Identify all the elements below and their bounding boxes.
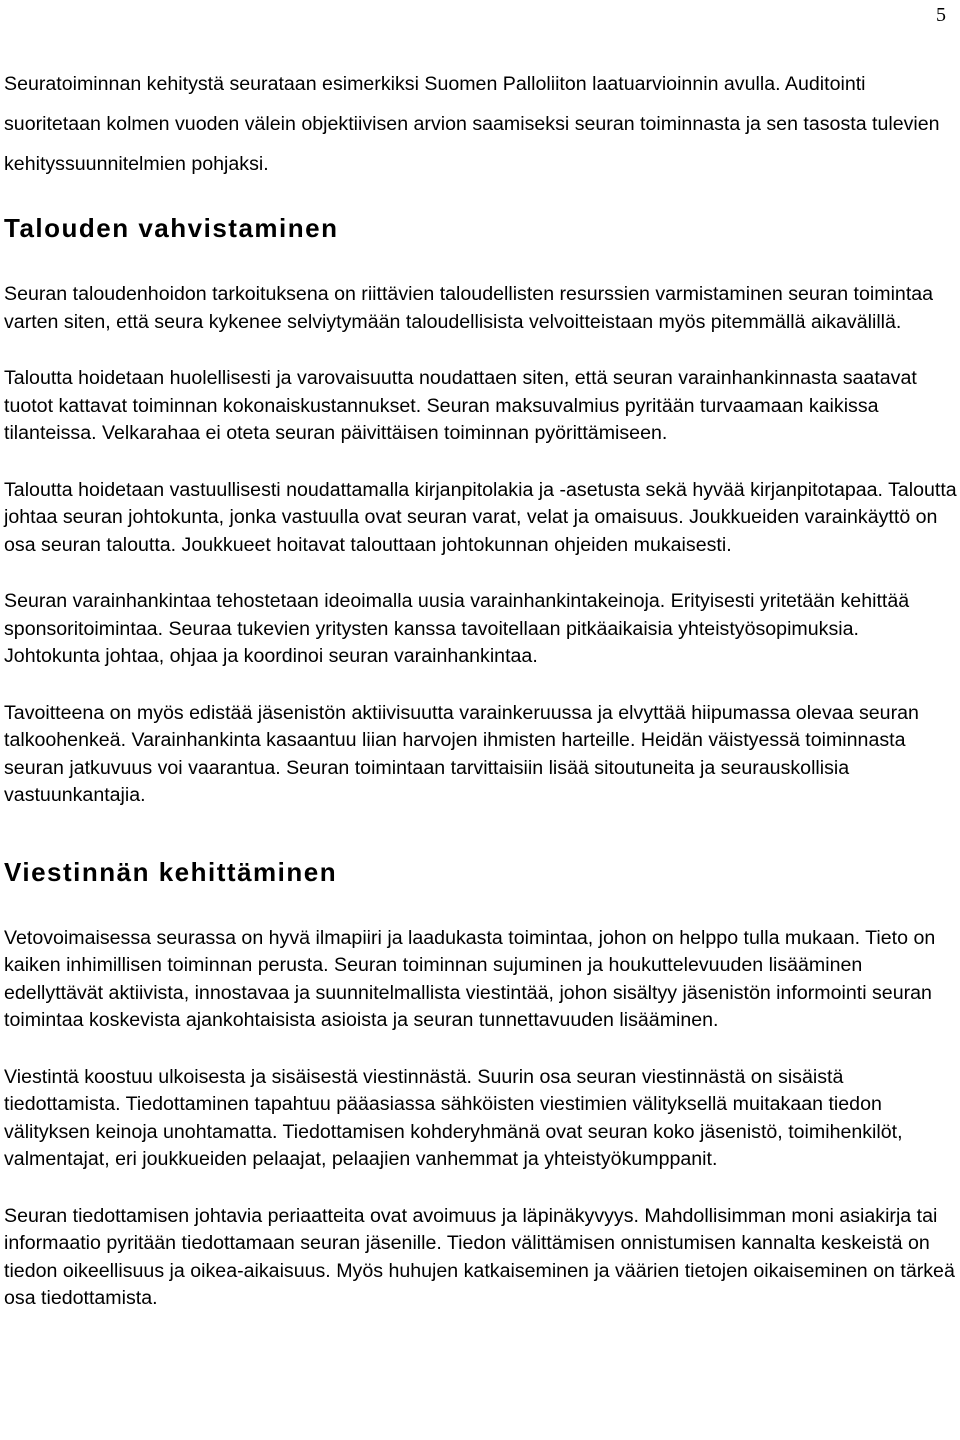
intro-block <box>4 64 958 184</box>
page-content <box>4 64 958 1313</box>
page-number: 5 <box>936 4 946 26</box>
section-talouden-vahvistaminen <box>4 212 958 810</box>
section-heading: Talouden vahvistaminen <box>4 213 339 243</box>
paragraph: Taloutta hoidetaan huolellisesti ja varovaisuutta noudattaen siten, että seuran varainhankinnasta saatavat tuotot kattavat toiminnan kokonaiskustannukset. Seuran maksuvalmius pyritään turvaamaan kaikissa tilanteissa. Velkarahaa ei oteta seuran päivittäisen toiminnan pyörittämiseen. <box>4 367 917 444</box>
intro-paragraph: Seuratoiminnan kehitystä seurataan esimerkiksi Suomen Palloliiton laatuarvioinnin avulla. Auditointi suoritetaan kolmen vuoden välein objektiivisen arvion saamiseksi seuran toiminnasta ja sen tasosta tulevien kehityssuunnitelmien pohjaksi. <box>4 73 940 175</box>
paragraph: Tavoitteena on myös edistää jäsenistön aktiivisuutta varainkeruussa ja elvyttää hiipumassa olevaa seuran talkoohenkeä. Varainhankinta kasaantuu liian harvojen ihmisten harteille. Heidän väistyessä toiminnasta seuran jatkuvuus voi vaarantua. Seuran toimintaan tarvittaisiin lisää sitoutuneita ja seurauskollisia vastuunkantajia. <box>4 701 919 806</box>
paragraph: Viestintä koostuu ulkoisesta ja sisäisestä viestinnästä. Suurin osa seuran viestinnästä on sisäistä tiedottamista. Tiedottaminen tapahtuu pääasiassa sähköisten viestimien välityksellä muitakaan tiedon välityksen keinoja unohtamatta. Tiedottamisen kohderyhmänä ovat seuran koko jäsenistö, toimihenkilöt, valmentajat, eri joukkueiden pelaajat, pelaajien vanhemmat ja yhteistyökumppanit. <box>4 1065 903 1170</box>
paragraph: Seuran taloudenhoidon tarkoituksena on riittävien taloudellisten resurssien varmistaminen seuran toimintaa varten siten, että seura kykenee selviytymään taloudellisista velvoitteistaan myös pitemmällä aikavälillä. <box>4 283 934 333</box>
paragraph: Vetovoimaisessa seurassa on hyvä ilmapiiri ja laadukasta toimintaa, johon on helppo tulla mukaan. Tieto on kaiken inhimillisen toiminnan perusta. Seuran toiminnan sujuminen ja houkuttelevuuden lisääminen edellyttävät aktiivista, innostavaa ja suunnitelmallista viestintää, johon sisältyy jäsenistön informointi seuran toimintaa koskevista ajankohtaisista asioista ja seuran tunnettavuuden lisääminen. <box>4 926 936 1031</box>
paragraph: Seuran varainhankintaa tehostetaan ideoimalla uusia varainhankintakeinoja. Erityisesti yritetään kehittää sponsoritoimintaa. Seuraa tukevien yritysten kanssa tavoitellaan pitkäaikaisia yhteistyösopimuksia. Johtokunta johtaa, ohjaa ja koordinoi seuran varainhankintaa. <box>4 590 910 667</box>
section-viestinnan-kehittaminen <box>4 856 958 1313</box>
paragraph: Taloutta hoidetaan vastuullisesti noudattamalla kirjanpitolakia ja -asetusta sekä hyvää kirjanpitotapaa. Taloutta johtaa seuran johtokunta, jonka vastuulla ovat seuran varat, velat ja omaisuus. Joukkueiden varainkäyttö on osa seuran taloutta. Joukkueet hoitavat talouttaan johtokunnan ohjeiden mukaisesti. <box>4 478 957 556</box>
paragraph: Seuran tiedottamisen johtavia periaatteita ovat avoimuus ja läpinäkyvyys. Mahdollisimman moni asiakirja tai informaatio pyritään tiedottamaan seuran jäsenille. Tiedon välittämisen onnistumisen kannalta keskeistä on tiedon oikeellisuus ja oikea-aikaisuus. Myös huhujen katkaiseminen ja väärien tietojen oikaiseminen on tärkeä osa tiedottamista. <box>4 1204 955 1309</box>
section-heading: Viestinnän kehittäminen <box>4 856 338 887</box>
